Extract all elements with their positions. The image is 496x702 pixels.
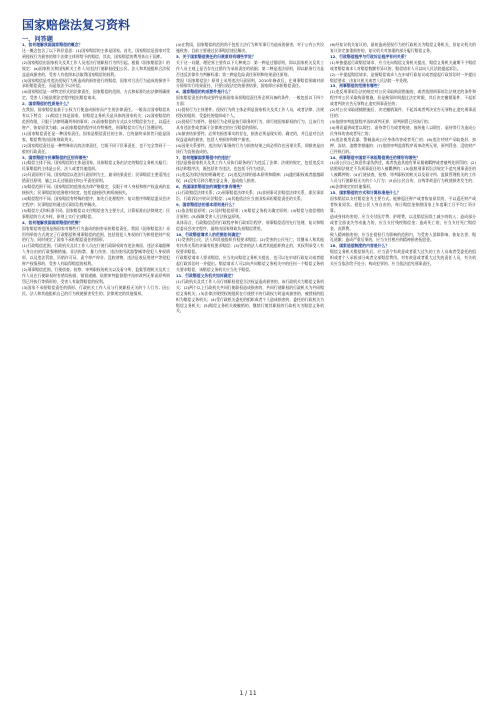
document-title: 国家赔偿法复习资料	[22, 18, 131, 32]
paragraph: (4)因果关系要件。违法执行职务的行为与损害结果之间必须存在因果关系，即损害是由该行为直接造成的。	[176, 142, 324, 154]
paragraph: (1)违反法律法规的明确规定；(2)违反法律的基本原则和精神；(3)滥用职权或者超越职权；(4)没有尽到合理注意义务，造成他人损害。	[176, 172, 324, 184]
paragraph: (3)赔偿范围不同。国家赔偿的范围由法律严格限定，仅限于对人身权和财产权造成的直接损失；民事赔偿的范围相对较宽，包括直接损失和间接损失。	[22, 184, 170, 196]
question-heading: 5、关于国家赔偿责任的归责原则有哪些学说？	[176, 53, 256, 59]
paragraph: 在我国，国家赔偿是基于公权力行使造成损害而产生的法律责任。一般而言国家赔偿具有以下特点：(1)赔偿主体是国家，但赔偿义务机关是具体的国家机关；(2)国家赔偿的范围有限，只限于法律明确列举的事项；(3)国家赔偿的方式以支付赔偿金为主，以返还财产、恢复原状为辅；(4)国家赔偿的程序具有特殊性，刑事赔偿实行先行处理原则。	[22, 107, 170, 130]
paragraph: (1)行政赔偿范围。行政机关及其工作人员在行使行政职权时有违法拘留、违法采取限制人身自由的行政强制措施、非法拘禁、暴力伤害、违法使用武器警械等侵犯人身权情形，以及违法罚款、吊销许可证、责令停产停业、没收财物、违法征收征用财产等侵犯财产权情形的，受害人有取得赔偿的权利。	[22, 243, 170, 267]
paragraph: (1)行政机关及其工作人员行使职权侵犯合法权益造成损害的，该行政机关为赔偿义务机关；(2)两个以上行政机关共同行使职权造成损害的，共同行使职权的行政机关为共同赔偿义务机关；(3)法律法规授权的组织在行使授予的行政权力时造成损害的，被授权的组织为赔偿义务机关；(4)受行政机关委托的组织或者个人造成损害的，委托的行政机关为赔偿义务机关；(5)赔偿义务机关被撤销的，继续行使其职权的行政机关为赔偿义务机关。	[176, 278, 324, 314]
paragraph: 国家赔偿以支付赔偿金为主要方式。能够返还财产或者恢复原状的，予以返还财产或者恢复原状。侵犯公民人身自由的，每日赔偿金按照国家上年度职工日平均工资计算。	[330, 195, 476, 213]
question-heading: 12、行政赔偿程序与行政诉讼程序有何关系？	[330, 53, 409, 59]
paragraph: (1)国家赔偿责任是一种国家责任。国家是赔偿责任的主体，它的最终承担者只能是国家，赔偿费用由国家财政列支。	[22, 130, 170, 142]
paragraph: (4)国家赔偿是一项特定形式的法律责任，国家赔偿的范围、方式和标准均由法律明确规定，受害人只能依照法定程序提出赔偿请求。	[22, 89, 170, 101]
paragraph: (3)损害结果要件。必须有损害事实的存在，损害必须是现实的、确定的，并且是对合法权益造成的损害，包括人身损害和财产损害。	[176, 130, 324, 142]
paragraph: (2)归责原则不同。国家赔偿以违法归责原则为主，兼采结果责任；民事赔偿主要适用过错责任原则，辅之以无过错责任和公平责任原则。	[22, 172, 170, 184]
question-heading: 15、国家赔偿的方式和计算标准是什么？	[330, 190, 401, 196]
text-column-1	[22, 42, 170, 297]
text-column-3	[330, 42, 476, 267]
paragraph: 国家赔偿的范围是指国家对哪些行为造成的损害承担赔偿责任。我国《国家赔偿法》采用列举的方式规定了行政赔偿和刑事赔偿的范围，包括侵犯人身权的行为和侵犯财产权的行为，同时规定了国家不承担赔偿责任的情形。	[22, 225, 170, 243]
paragraph: 行政赔偿请求人要求赔偿，应当先向赔偿义务机关提出，也可以在申请行政复议或者提起行政诉讼时一并提出。赔偿请求人可以向共同赔偿义务机关中的任何一个赔偿义务机关要求赔偿，该赔偿义务机关应当先予赔偿。	[176, 255, 324, 273]
paragraph: (5)赔偿方式和标准不同。国家赔偿以支付赔偿金为主要方式，计算标准由法律规定；民事赔偿的方式多样，原则上实行全部赔偿。	[22, 207, 170, 219]
paragraph: (4)刑讯逼供或者以殴打、虐待等行为或者唆使、放纵他人以殴打、虐待等行为造成公民身体伤害或者死亡的；	[330, 124, 476, 136]
paragraph: (4)在我国，国家赔偿的范围尚不包括立法行为和军事行为造成的损害，对于公有公共设施致害，目前主要通过民事赔偿途径解决。	[176, 42, 324, 53]
question-heading: 14、刑事赔偿中国家不承担赔偿责任的情形有哪些？	[330, 154, 420, 160]
section-heading: 一、问答题	[22, 36, 53, 43]
paragraph: (1)赔偿主体不同。国家赔偿的主体是国家，具体赔偿义务由法定的赔偿义务机关履行；民事赔偿的主体是公民、法人或者其他组织。	[22, 160, 170, 172]
paragraph: (5)违法使用武器、警械造成公民身体伤害或者死亡的；(6)违法对财产采取查封、扣押、冻结、追缴等措施的；(7)依照审判监督程序再审改判无罪，原判罚金、没收财产已经执行的。	[330, 136, 476, 154]
question-heading: 13、刑事赔偿的范围有哪些？	[330, 83, 382, 89]
paragraph: (2)国家赔偿由国家机关及其工作人员违法行使职权行为所引起。根据《国家赔偿法》的规定：(a)国家机关和国家机关工作人员违法行使职权侵犯公民、法人和其他组织合法权益造成损害的，受害人有依照本法取得国家赔偿的权利。	[22, 59, 170, 77]
paragraph: (1)因公民自己故意作虚伪供述，或者伪造其他有罪证据被羁押或者被判处刑罚的；(2)依照刑法规定不负刑事责任的人被羁押的；(3)依照刑事诉讼法规定不追究刑事责任的人被羁押的；(4)行使侦查、检察、审判职权的机关以及看守所、监狱管理机关的工作人员与行使职权无关的个人行为；(5)因公民自伤、自残等故意行为致使损害发生的；(6)法律规定的其他情形。	[330, 160, 476, 190]
question-heading: 7、如何理解国家赔偿中的违法？	[176, 154, 233, 160]
paragraph: 关于这一问题，理论界主要有以下几种观点：第一种是过错原则，即以国家机关及其工作人员主观上是否存在过错作为承担责任的依据；第二种是违法原则，即以职务行为是否违反法律作为判断标准；第三种是危险责任原则和结果责任原则。	[176, 59, 324, 77]
paragraph: (4)赔偿程序不同。国家赔偿有特殊的程序，如先行处理程序、复议程序和赔偿委员会决定程序；民事赔偿则通过民事诉讼程序解决。	[22, 195, 170, 207]
paragraph: 违法是指国家机关及其工作人员执行职务的行为违反了法律、法规的规定，包括违反实体法和程序法，既包括作为违法，也包括不作为违法。	[176, 160, 324, 172]
paragraph: (2)一并提起赔偿请求，是指赔偿请求人在申请行政复议或者提起行政诉讼时一并提出赔偿要求，由复议机关或者人民法院一并处理。	[330, 71, 476, 83]
paragraph: (3)依照审判监督程序再审改判无罪，原判刑罚已经执行的；	[330, 118, 432, 124]
question-heading: 6、国家赔偿的构成要件是什么？	[176, 89, 233, 95]
question-heading: 3、国家赔偿与民事赔偿的区别有哪些？	[22, 154, 91, 160]
paragraph: 国家赔偿责任的构成要件是指国家承担赔偿责任所必须具备的条件，一般包括以下四个方面：	[176, 95, 324, 107]
question-heading: 11、行政赔偿义务机关如何确定？	[176, 272, 236, 278]
question-heading: 4、如何理解我国国家赔偿的范围？	[22, 219, 83, 225]
paragraph: (2)刑事赔偿范围。行使侦查、检察、审判职权的机关以及看守所、监狱管理机关及其工作人员在行使职权时有错误拘留、错误逮捕、依照审判监督程序再审改判无罪而原判刑罚已经执行等情形的，受害人有取得赔偿的权利。	[22, 267, 170, 284]
question-heading: 1、如何理解我国国家赔偿的概念？	[22, 42, 83, 47]
text-column-2	[176, 42, 324, 314]
question-heading: 10、行政赔偿请求人的范围如何确定？	[176, 231, 243, 237]
paragraph: (6)经复议机关复议的，最初造成侵权行为的行政机关为赔偿义务机关，但复议机关的复议决定加重损害的，复议机关对加重的部分履行赔偿义务。	[330, 42, 476, 53]
paragraph: 具体而言，行政赔偿适用行政程序和行政诉讼程序，刑事赔偿适用先行处理、复议和赔偿委员会决定程序，最终由国家财政负担赔偿费用。	[176, 219, 324, 231]
paragraph: (1)受害的公民、法人和其他组织有权要求赔偿；(2)受害的公民死亡，其继承人和其他有扶养关系的亲属有权要求赔偿；(3)受害的法人或者其他组织终止的，其权利承受人有权要求赔偿。	[176, 237, 324, 255]
paragraph: (2)国家赔偿责任是一种特殊形式的法律责任，它既不同于民事责任，也不完全等同于一般的行政责任。	[22, 142, 170, 154]
question-heading: 8、我国国家赔偿法的调整对象有哪些？	[176, 184, 245, 190]
paragraph: (1)依法赔偿原则；(2)及时赔偿原则；(3)赔偿义务机关确定原则；(4)赔偿与追偿相结合原则；(5)保障受害人合法权益原则。	[176, 207, 324, 219]
paragraph: (1)行政赔偿法律关系；(2)刑事赔偿法律关系；(3)非刑事司法赔偿法律关系，即民事诉讼、行政诉讼中的司法赔偿；(4)其他依法应当由国家承担赔偿责任的关系。	[176, 190, 324, 201]
paragraph: 赔偿义务机关赔偿损失后，应当责令有故意或者重大过失的工作人员或者受委托的组织或者个人承担部分或者全部赔偿费用。对有故意或者重大过失的责任人员，有关机关应当依法给予处分；构成犯罪的，应当依法追究刑事责任。	[330, 249, 476, 267]
paragraph: (1)单独提起行政赔偿请求，应当先向赔偿义务机关提出，赔偿义务机关逾期不予赔偿或者赔偿请求人对赔偿数额有异议的，赔偿请求人可以向人民法院提起诉讼。	[330, 59, 476, 71]
question-heading: 16、国家追偿制度的内容是什么？	[330, 243, 390, 249]
paragraph: 这一概念包含了以下四层意思：(1)国家赔偿的主体是国家。首先，国家赔偿是国家对受到侵权行为损害的那个法律主体所给予的赔偿，其次，国家赔偿的费用来自于国库。	[22, 47, 170, 59]
paragraph: (1)侵权行为主体要件。侵权行为的主体必须是国家机关及其工作人员，或者法律、法规授权的组织、受委托的组织或个人。	[176, 107, 324, 119]
question-heading: 2、国家赔偿的性质是什么？	[22, 101, 71, 107]
paragraph: (1)违反刑事诉讼法的规定对公民采取拘留措施的，或者依照刑事诉讼法规定的条件和程序对公民采取拘留措施，但是拘留时间超过法定时限，其后决定撤销案件、不起诉或者判决宣告无罪终止追究刑事责任的；	[330, 89, 476, 107]
page-number: 1 / 11	[239, 690, 257, 697]
paragraph: 造成身体伤害的，应当支付医疗费、护理费，以及赔偿因误工减少的收入；造成部分或者全部丧失劳动能力的，应当支付残疾赔偿金；造成死亡的，应当支付死亡赔偿金、丧葬费。	[330, 213, 476, 231]
paragraph: (3)国家赔偿是对违法侵权行为所造成的损害进行的赔偿，国家对合法行为造成的损害不承担赔偿责任，而是依法予以补偿。	[22, 77, 170, 89]
paragraph: (3)国家不承担赔偿责任的情形。行政机关工作人员与行使职权无关的个人行为；因公民、法人和其他组织自己的行为致使损害发生的；法律规定的其他情形。	[22, 284, 170, 296]
paragraph: 我国《国家赔偿法》原则上采用违法归责原则，2010年修改后，在刑事赔偿领域对部分情形实行结果责任，只要出现法定的损害结果，国家即应承担赔偿责任。	[176, 77, 324, 89]
question-heading: 9、国家赔偿法的基本原则是什么？	[176, 201, 237, 207]
paragraph: 致人精神损害的，应当在侵权行为影响的范围内，为受害人消除影响、恢复名誉、赔礼道歉；造成严重后果的，应当支付相应的精神损害抚慰金。	[330, 231, 476, 243]
paragraph: (2)侵权行为要件。侵权行为必须是执行职务的行为，即行使国家职权的行为，且该行为具有违法性或者属于法律规定的应当赔偿的情形。	[176, 118, 324, 130]
paragraph: (2)对公民采取逮捕措施后，决定撤销案件、不起诉或者判决宣告无罪终止追究刑事责任的；	[330, 107, 476, 119]
